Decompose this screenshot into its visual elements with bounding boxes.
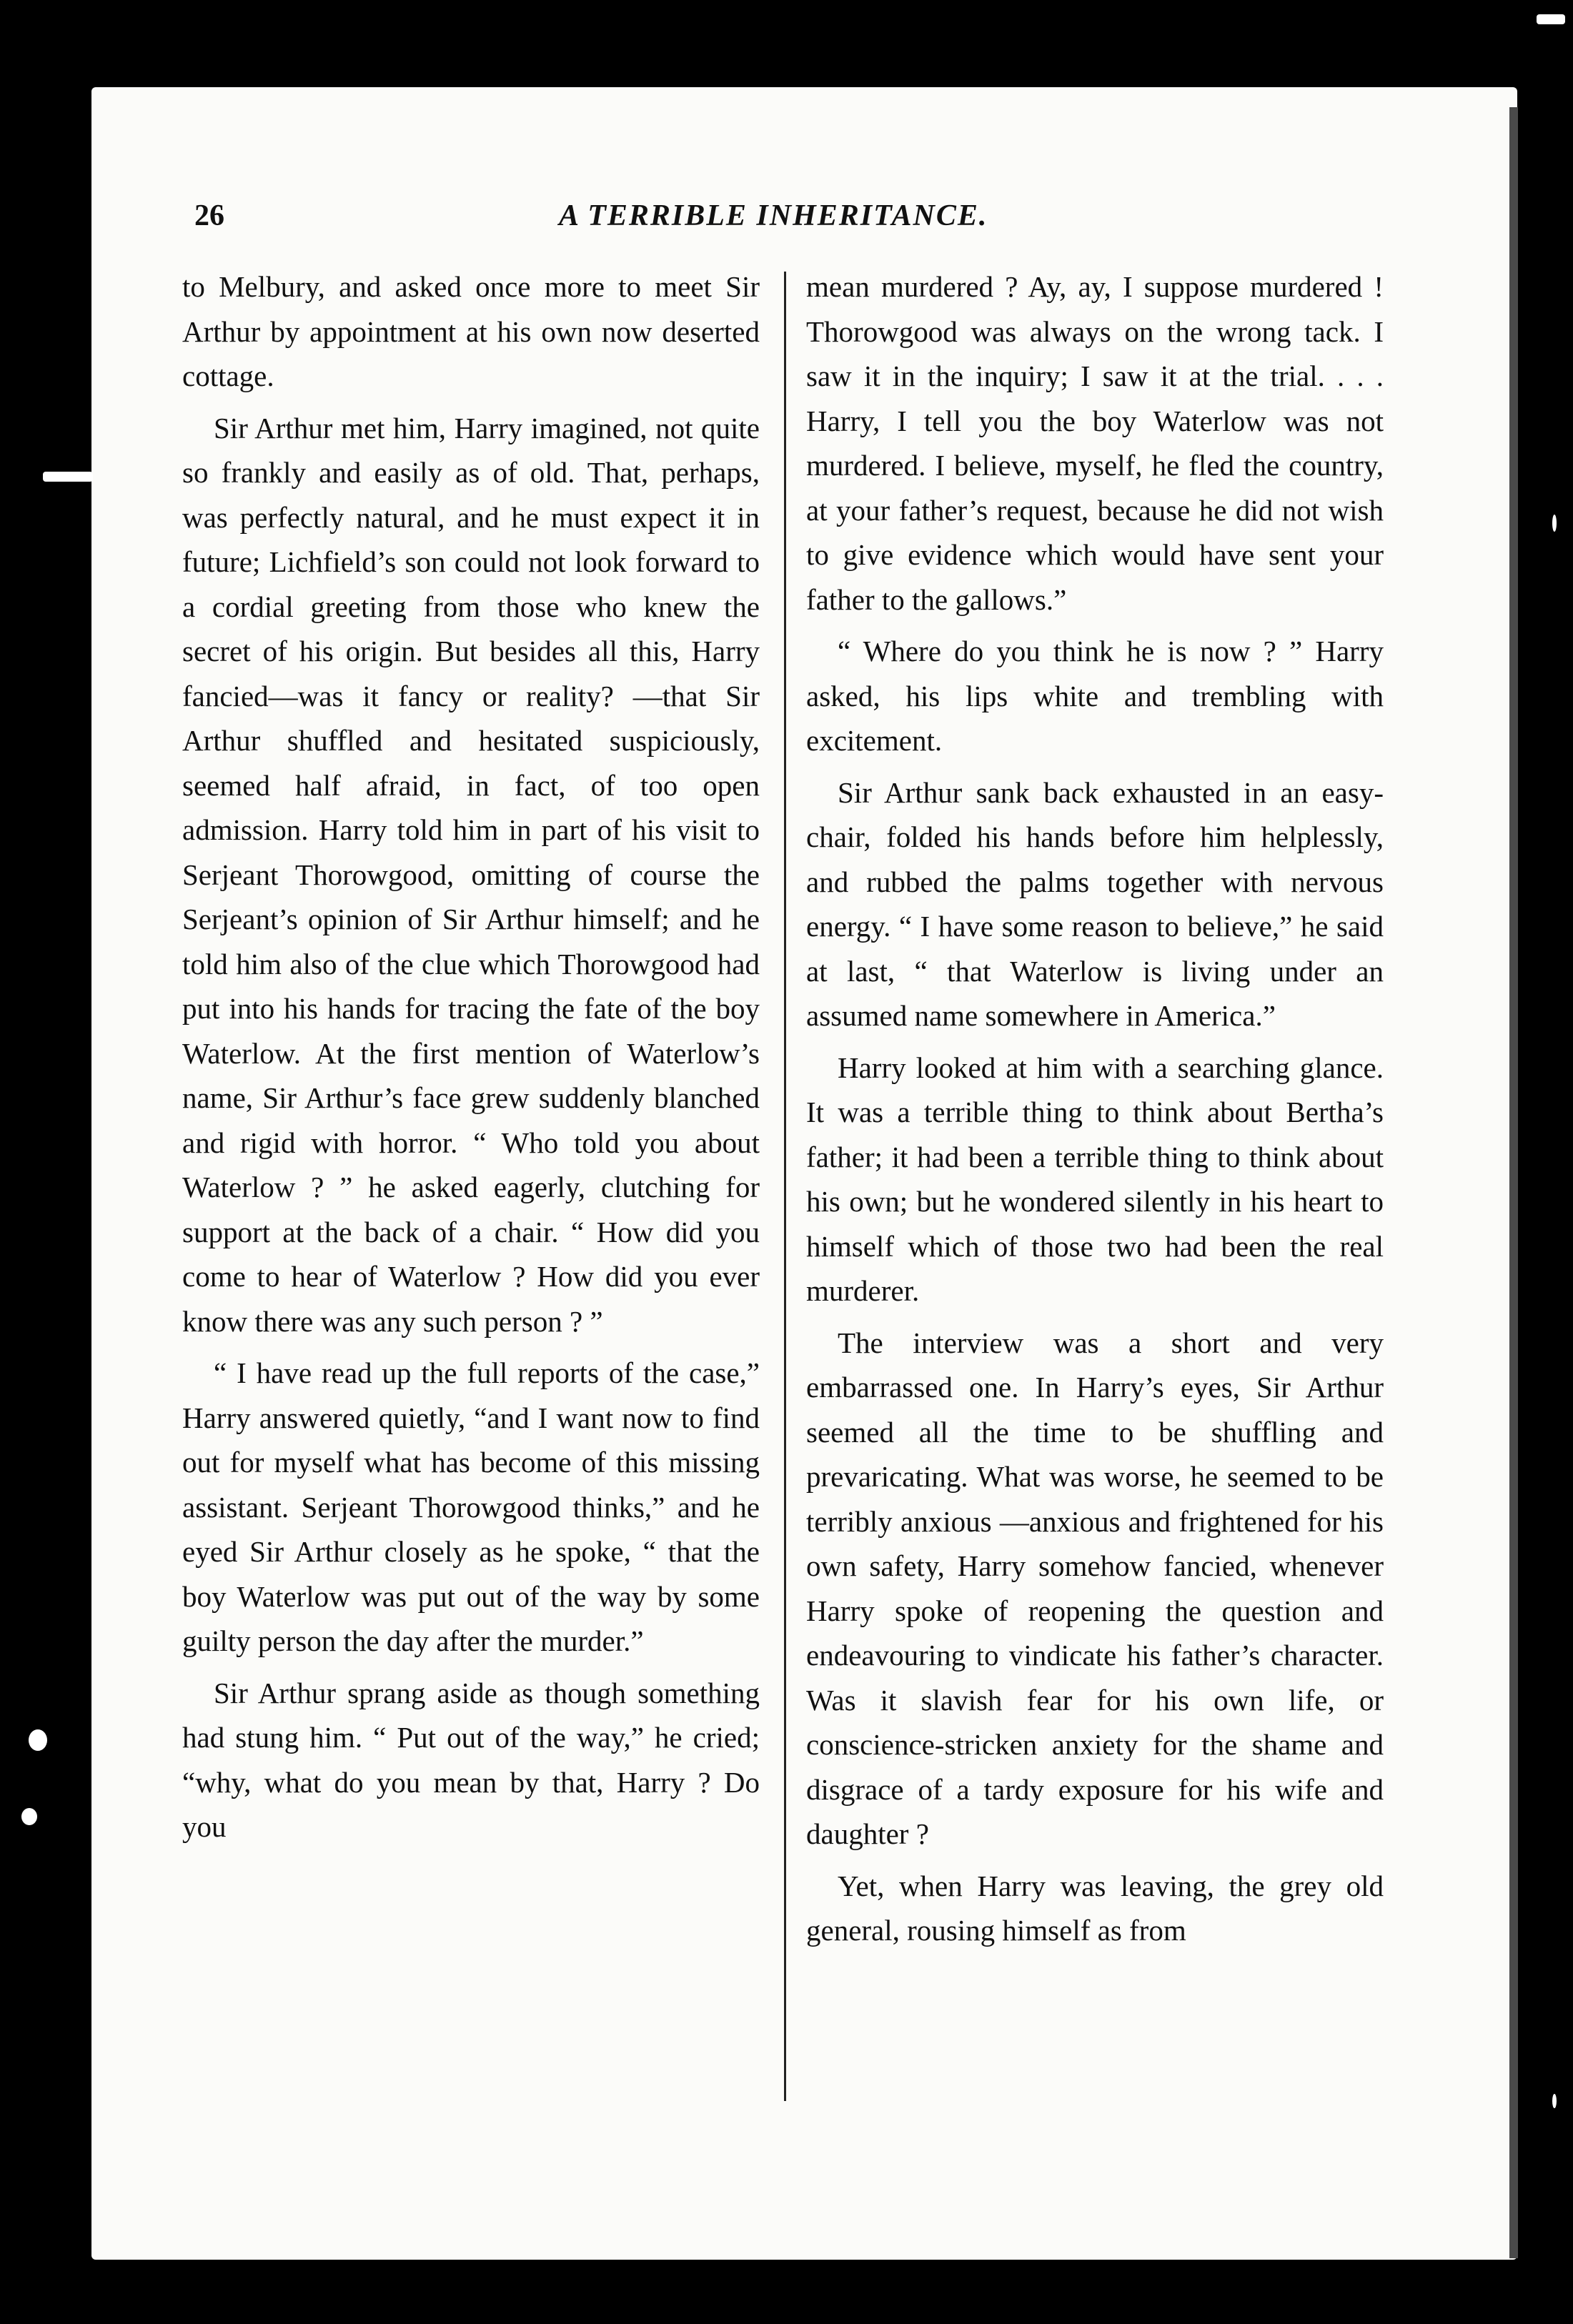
paragraph: Sir Arthur sprang aside as though something had stung him. “ Put out of the way,” he cried; “why, what do you mean by that, Harry ? Do you (182, 1676, 760, 1843)
paragraph: Harry looked at him with a searching glance. It was a terrible thing to think about Bertha’s father; it had been a terrible thing to think about his own; but he wondered silently in his heart to himself which of those two had been the real murderer. (806, 1051, 1384, 1307)
left-column (182, 264, 760, 1849)
running-header (194, 199, 1002, 242)
scan-speck (43, 472, 93, 482)
scan-speck (1552, 515, 1557, 532)
running-title: A TERRIBLE INHERITANCE. (559, 199, 988, 232)
paragraph: Yet, when Harry was leaving, the grey old general, rousing himself as from (806, 1869, 1384, 1947)
page-number: 26 (194, 199, 224, 232)
scan-speck (1537, 14, 1565, 24)
paragraph: “ I have read up the full reports of the case,” Harry answered quietly, “and I want now to find out for myself what has become of this missing assistant. Serjeant Thorowgood thinks,” and he eyed Sir Arthur closely as he spoke, “ that the boy Waterlow was put out of the way by some guilty person the day after the murder.” (182, 1356, 760, 1657)
paragraph: to Melbury, and asked once more to meet Sir Arthur by appointment at his own now deserted cottage. (182, 270, 760, 392)
paragraph: The interview was a short and very embarrassed one. In Harry’s eyes, Sir Arthur seemed all the time to be shuffling and prevaricating. What was worse, he seemed to be terribly anxious —anxious and frightened for his own safety, Harry somehow fancied, whenever Harry spoke of reopening the question and endeavouring to vindicate his father’s character. Was it slavish fear for his own life, or conscience-stricken anxiety for the shame and disgrace of a tardy exposure for his wife and daughter ? (806, 1326, 1384, 1850)
paragraph: “ Where do you think he is now ? ” Harry asked, his lips white and trembling with excitement. (806, 635, 1384, 757)
scan-speck (29, 1729, 47, 1751)
page-edge-shadow (1509, 107, 1518, 2258)
paragraph: Sir Arthur sank back exhausted in an easy-chair, folded his hands before him helplessly, and rubbed the palms together with nervous energy. “ I have some reason to believe,” he said at last, “ that Waterlow is living under an assumed name somewhere in America.” (806, 775, 1384, 1032)
column-divider (784, 272, 786, 2101)
scan-speck (1552, 2094, 1557, 2108)
scan-speck (21, 1808, 37, 1825)
right-column (806, 264, 1384, 1953)
paragraph: mean murdered ? Ay, ay, I suppose murdered ! Thorowgood was always on the wrong tack. I saw it in the inquiry; I saw it at the trial. . . . Harry, I tell you the boy Waterlow was not murdered. I believe, myself, he fled the country, at your father’s request, because he did not wish to give evidence which would have sent your father to the gallows.” (806, 270, 1384, 616)
paragraph: Sir Arthur met him, Harry imagined, not quite so frankly and easily as of old. That, perhaps, was perfectly natural, and he must expect it in future; Lichfield’s son could not look forward to a cordial greeting from those who knew the secret of his origin. But besides all this, Harry fancied—was it fancy or reality? —that Sir Arthur shuffled and hesitated suspiciously, seemed half afraid, in fact, of too open admission. Harry told him in part of his visit to Serjeant Thorowgood, omitting of course the Serjeant’s opinion of Sir Arthur himself; and he told him also of the clue which Thorowgood had put into his hands for tracing the fate of the boy Waterlow. At the first mention of Waterlow’s name, Sir Arthur’s face grew suddenly blanched and rigid with horror. “ Who told you about Waterlow ? ” he asked eagerly, clutching for support at the back of a chair. “ How did you come to hear of Waterlow ? How did you ever know there was any such person ? ” (182, 411, 760, 1338)
